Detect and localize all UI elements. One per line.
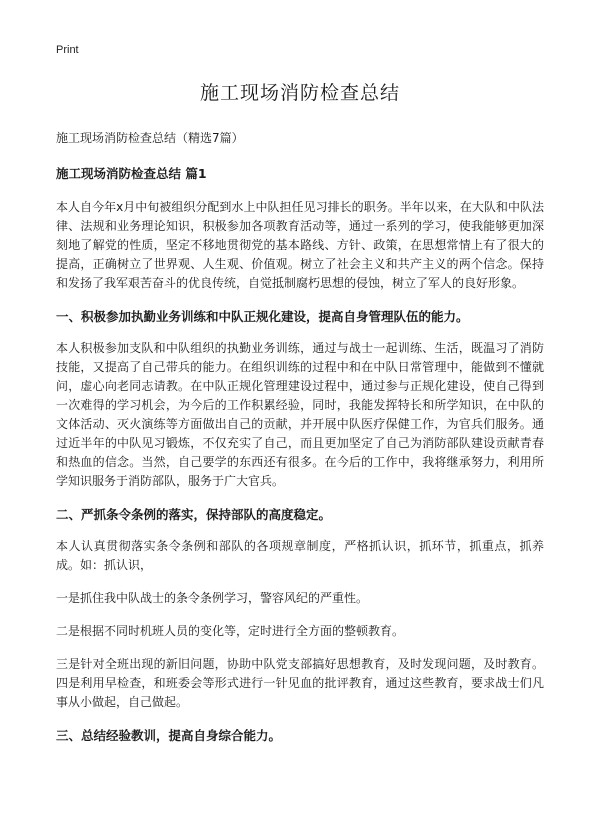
section-title: 施工现场消防检查总结 篇1 [56, 166, 207, 181]
document-title: 施工现场消防检查总结 [199, 82, 400, 104]
heading-3: 三、总结经验教训，提高自身综合能力。 [56, 728, 282, 743]
heading-2: 二、严抓条令条例的落实，保持部队的高度稳定。 [56, 507, 332, 522]
document-subtitle: 施工现场消防检查总结（精选7篇） [56, 131, 244, 145]
paragraph-training: 本人积极参加支队和中队组织的执勤业务训练，通过与战士一起训练、生活，既温习了消防技能，又提高了自己带兵的能力。在组织训练的过程中和在中队日常管理中，能做到不懂就问，虚心向老同志请教。在中队正规化管理建设过程中，通过参与正规化建设，使自己得到一次难得的学习机会，为今后的工作积累经验，同时，我能发挥特长和所学知识，在中队的文体活动、灭火演练等方面做出自己的贡献，并开展中队医疗保健工作，为官兵们服务。通过近半年的中队见习锻炼，不仅充实了自己，而且更加坚定了自己为消防部队建设贡献青春和热血的信念。当然，自己要学的东西还有很多。在今后的工作中，我将继承努力，利用所学知识服务于消防部队，服务于广大官兵。 [56, 341, 544, 488]
paragraph-point-3: 三是针对全班出现的新旧问题，协助中队党支部搞好思想教育，及时发现问题，及时教育。四是利用早检查，和班委会等形式进行一针见血的批评教育，通过这些教育，要求战士们凡事从小做起，自己做起。 [56, 657, 544, 709]
paragraph-point-2: 二是根据不同时机班人员的变化等，定时进行全方面的整顿教育。 [56, 624, 405, 638]
paragraph-intro: 本人自今年x月中旬被组织分配到水上中队担任见习排长的职务。半年以来，在大队和中队法律、法规和业务理论知识，积极参加各项教育活动等，通过一系列的学习，使我能够更加深刻地了解党的性质，坚定不移地贯彻党的基本路线、方针、政策，在思想常情上有了很大的提高，正确树立了世界观、人生观、价值观。树立了社会主义和共产主义的两个信念。保持和发扬了我军艰苦奋斗的优良传统，自觉抵制腐朽思想的侵蚀，树立了军人的良好形象。 [56, 200, 544, 290]
heading-1: 一、积极参加执勤业务训练和中队正规化建设，提高自身管理队伍的能力。 [56, 309, 469, 324]
paragraph-regulations: 本人认真贯彻落实条令条例和部队的各项规章制度，严格抓认识，抓环节，抓重点，抓养成。如：抓认识， [56, 539, 544, 572]
print-label[interactable]: Print [56, 44, 79, 56]
paragraph-point-1: 一是抓住我中队战士的条令条例学习，警容风纪的严重性。 [56, 591, 369, 605]
